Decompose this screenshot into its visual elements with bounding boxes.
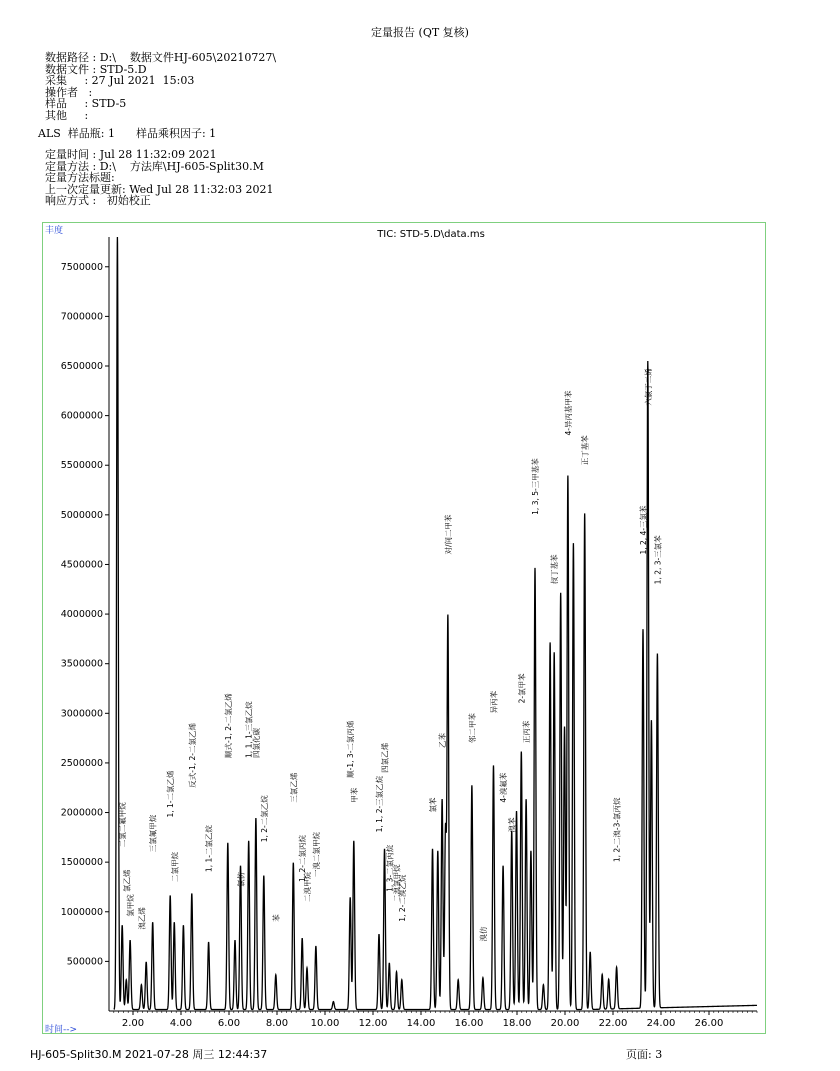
peak-label: 1, 1, 2-三氯乙烷 — [375, 775, 384, 833]
chart-title: TIC: STD-5.D\data.ms — [377, 229, 485, 240]
y-tick-label: 4500000 — [60, 559, 103, 571]
peak-label: 溴苯 — [507, 817, 517, 833]
x-tick-label: 14.00 — [406, 1018, 436, 1029]
x-tick-label: 2.00 — [121, 1018, 145, 1029]
peak-label: 1, 1-二氯乙烯 — [166, 770, 176, 818]
chromatogram-chart — [43, 223, 765, 1033]
tic-trace — [114, 237, 757, 1010]
y-tick-label: 1000000 — [60, 906, 103, 918]
quant-method-line: 定量方法 : D:\ 方法库\HJ-605-Split30.M — [45, 159, 264, 173]
y-tick-label: 6000000 — [60, 410, 103, 422]
peak-label: 1, 3-二氯丙烷 — [385, 844, 395, 892]
y-tick-label: 2500000 — [60, 757, 103, 769]
operator-line: 操作者 : — [45, 85, 93, 99]
footer-page-number: 页面: 3 — [626, 1048, 663, 1061]
y-tick-label: 3000000 — [60, 708, 103, 720]
x-tick-label: 22.00 — [598, 1018, 628, 1029]
x-tick-label: 12.00 — [358, 1018, 388, 1029]
peak-label: 二溴氯甲烷 — [392, 864, 402, 902]
x-tick-label: 24.00 — [646, 1018, 676, 1029]
y-axis-label: 丰度 — [45, 226, 64, 236]
x-tick-label: 20.00 — [550, 1018, 580, 1029]
peak-label: 4-溴氟苯 — [499, 772, 509, 803]
peak-label: 1, 2-二氯丙烷 — [298, 834, 308, 882]
peak-label: 正丁基苯 — [580, 435, 590, 466]
y-tick-label: 3500000 — [60, 658, 103, 670]
x-tick-label: 10.00 — [310, 1018, 340, 1029]
peak-label: 二溴甲烷 — [303, 871, 312, 902]
peak-label: 正丙苯 — [522, 720, 532, 744]
peak-label: 1, 2-二氯乙烷 — [259, 795, 269, 843]
peak-label: 2-氯甲苯 — [517, 673, 527, 704]
y-tick-label: 7500000 — [60, 261, 103, 273]
peak-label: 四氯化碳 — [251, 727, 261, 758]
response-mode-line: 响应方式 : 初始校正 — [45, 194, 151, 207]
y-tick-label: 5000000 — [60, 509, 103, 521]
peak-label: 叔丁基苯 — [550, 554, 560, 585]
peak-label: 三氯氟甲烷 — [148, 814, 158, 853]
peak-label: 1, 2, 3-三氯苯 — [653, 535, 663, 585]
y-tick-label: 7000000 — [60, 311, 103, 323]
x-tick-label: 8.00 — [265, 1018, 289, 1029]
sample-line: 样品 : STD-5 — [45, 97, 127, 110]
acquired-line: 采集 : 27 Jul 2021 15:03 — [45, 74, 195, 87]
peak-label: 氯苯 — [428, 797, 438, 813]
sample-info — [45, 52, 276, 121]
x-axis-label: 时间--> — [45, 1025, 78, 1033]
peak-label: 1, 3, 5-三甲基苯 — [531, 458, 540, 515]
peak-labels — [117, 368, 662, 942]
peak-label: 1, 2, 4-三氯苯 — [639, 505, 648, 555]
peak-label: 溴乙烯 — [137, 907, 147, 930]
peak-label: 氯甲烷 — [126, 894, 136, 917]
y-tick-label: 5500000 — [60, 460, 103, 472]
peak-label: 顺-1, 3-二氯丙烯 — [346, 720, 356, 778]
x-tick-label: 26.00 — [694, 1018, 724, 1029]
peak-label: 二氯二氟甲烷 — [118, 802, 128, 848]
y-tick-label: 6500000 — [60, 361, 103, 372]
quant-method-title-line: 定量方法标题: — [45, 171, 115, 184]
peak-label: 氯仿 — [236, 871, 246, 887]
peak-label: 异丙苯 — [489, 690, 499, 714]
quant-time-line: 定量时间 : Jul 28 11:32:09 2021 — [45, 148, 217, 161]
x-tick-label: 18.00 — [502, 1018, 532, 1029]
x-tick-label: 6.00 — [217, 1018, 241, 1029]
quant-info — [45, 149, 274, 207]
y-tick-label: 1500000 — [60, 857, 103, 869]
peak-label: 1, 1-二氯乙烷 — [204, 825, 214, 873]
peak-label: 乙苯 — [438, 733, 448, 749]
last-update-line: 上一次定量更新: Wed Jul 28 11:32:03 2021 — [45, 182, 274, 196]
x-tick-label: 16.00 — [454, 1018, 484, 1029]
peak-label: 溴仿 — [478, 926, 488, 942]
als-vial-line: ALS 样品瓶: 1 样品乘积因子: 1 — [38, 127, 217, 140]
report-title: 定量报告 (QT 复核) — [371, 26, 469, 39]
peak-label: 三氯乙烯 — [289, 772, 299, 803]
peak-label: 4-异丙基甲苯 — [563, 390, 573, 436]
peak-label: 邻二甲苯 — [467, 713, 477, 744]
x-tick-label: 4.00 — [169, 1018, 193, 1029]
y-tick-label: 4000000 — [60, 609, 103, 621]
y-tick-label: 2000000 — [60, 807, 103, 819]
chromatogram-frame — [42, 222, 766, 1034]
peak-label: 1, 2-二溴-3-氯丙烷 — [612, 797, 622, 863]
peak-label: 氯乙烯 — [122, 869, 132, 892]
footer-method-timestamp: HJ-605-Split30.M 2021-07-28 周三 12:44:37 — [30, 1048, 268, 1061]
y-tick-label: 500000 — [66, 956, 103, 968]
data-path-line: 数据路径 : D:\ 数据文件HJ-605\20210727\ — [45, 51, 277, 64]
peak-label: 一溴二氯甲烷 — [311, 832, 321, 878]
peak-label: 四氯乙烯 — [380, 742, 390, 773]
peak-label: 反式-1, 2-二氯乙烯 — [187, 722, 197, 788]
peak-label: 苯 — [271, 914, 281, 922]
misc-line: 其他 : — [45, 108, 89, 122]
peak-label: 顺式-1, 2-二氯乙烯 — [223, 693, 233, 758]
data-file-line: 数据文件 : STD-5.D — [45, 62, 147, 76]
peak-label: 二氯甲烷 — [170, 852, 180, 882]
peak-label: 对/间二甲苯 — [443, 514, 453, 555]
peak-label: 甲苯 — [349, 787, 359, 803]
peak-label: 1, 1, 1-三氯乙烷 — [244, 701, 254, 758]
peak-label: 1, 2-二溴乙烷 — [397, 874, 407, 922]
peak-label: 六氯丁二烯 — [643, 368, 653, 406]
